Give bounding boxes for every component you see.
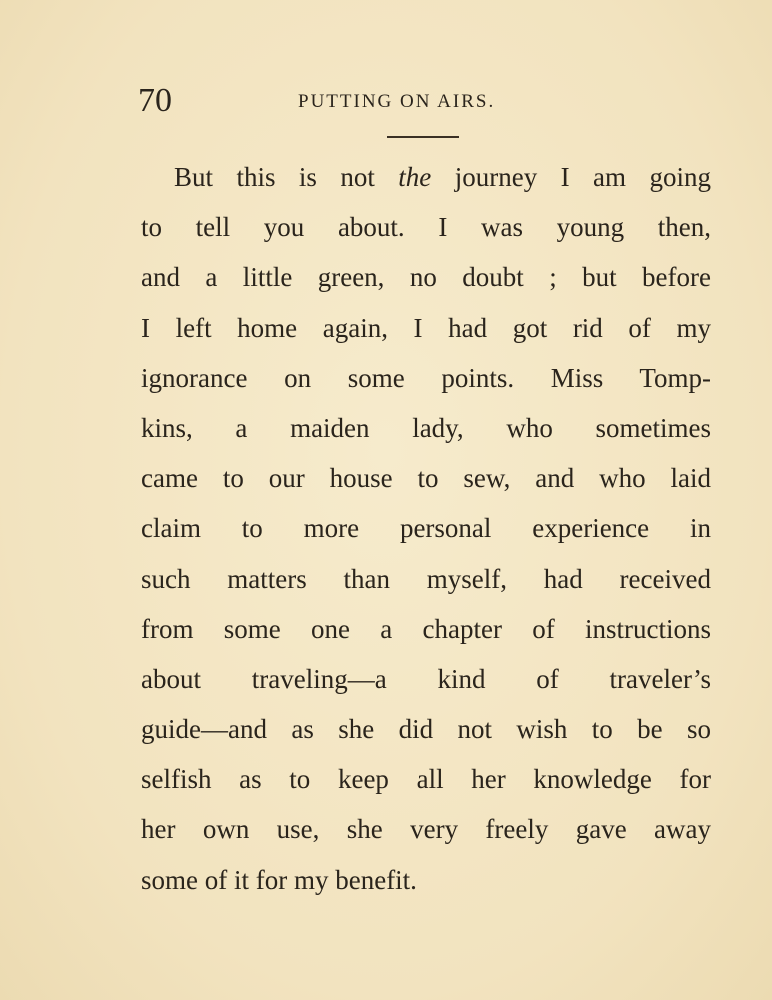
emphasis: the xyxy=(398,162,432,192)
text-line-3: and a little green, no doubt ; but before xyxy=(141,262,711,293)
body-text xyxy=(141,152,711,905)
page-number: 70 xyxy=(138,82,172,119)
text-line-7: came to our house to sew, and who laid xyxy=(141,463,711,494)
text-line-5: ignorance on some points. Miss Tomp- xyxy=(141,362,711,393)
text-line-4: I left home again, I had got rid of my xyxy=(141,312,711,343)
text-line-11: about traveling—a kind of traveler’s xyxy=(141,663,711,694)
text-line-10: from some one a chapter of instructions xyxy=(141,613,711,644)
text-line-12: guide—and as she did not wish to be so xyxy=(141,714,711,745)
text-line-2: to tell you about. I was young then, xyxy=(141,212,711,243)
text-line-6: kins, a maiden lady, who sometimes xyxy=(141,412,711,443)
header-rule xyxy=(387,136,459,138)
text-line-15: some of it for my benefit. xyxy=(141,864,417,895)
text-line-8: claim to more personal experience in xyxy=(141,513,711,544)
running-head: PUTTING ON AIRS. xyxy=(298,91,496,112)
page-header xyxy=(138,80,713,122)
text-line-1: But this is not the journey I am going xyxy=(174,162,711,192)
text-line-13: selfish as to keep all her knowledge for xyxy=(141,764,711,795)
text-line-14: her own use, she very freely gave away xyxy=(141,814,711,845)
text-line-9: such matters than myself, had received xyxy=(141,563,711,594)
